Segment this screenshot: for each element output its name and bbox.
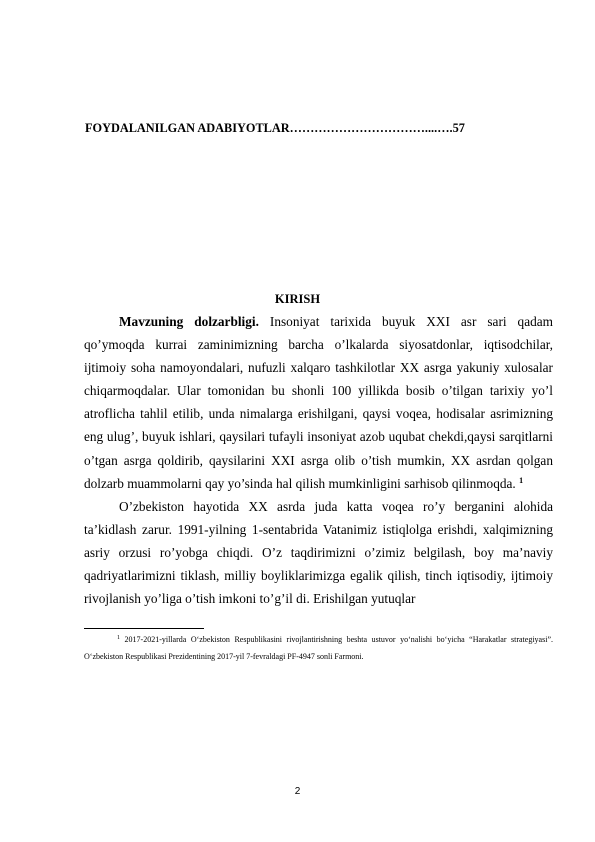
toc-entry-label: FOYDALANILGAN ADABIYOTLAR bbox=[85, 121, 290, 135]
paragraph-lead: Mavzuning dolzarbligi. bbox=[119, 314, 259, 329]
footnote-text: 2017-2021-yillarda O‘zbekiston Respublikasini rivojlantirishning beshta ustuvor yo‘nalishi bo‘yicha “Harakatlar strategiyasi”. O‘zbekiston Respublikasi Prezidentining 2017-yil 7-fevraldagi PF-4947 sonli Farmoni. bbox=[84, 635, 553, 661]
footnote bbox=[84, 631, 553, 665]
footnote-separator bbox=[84, 628, 204, 629]
footnote-reference[interactable]: 1 bbox=[519, 475, 524, 485]
paragraph-text: Insoniyat tarixida buyuk XXI asr sari qadam qo’ymoqda kurrai zaminimizning barcha o’lkalarda siyosatdonlar, iqtisodchilar, ijtimoiy soha namoyondalari, nufuzli xalqaro tashkilotlar XX asrga yakuniy xulosalar chiqarmoqdalar. Ular tomonidan bu shonli 100 yillikda bosib o’tilgan tarixiy yo’l atroflicha tahlil etilib, unda nimalarga erishilgani, qaysi voqea, hodisalar asrimizning eng ulug’, buyuk ishlari, qaysilari tufayli insoniyat azob uqubat chekdi,qaysi sarqitlarni o’tgan asrga qoldirib, qaysilarini XXI asrga olib o’tish mumkin, XX asrdan qolgan dolzarb muammolarni qay yo’sinda hal qilish mumkinligini sarhisob qilinmoqda. bbox=[84, 314, 554, 491]
footnote-number: 1 bbox=[117, 635, 120, 641]
paragraph-relevance bbox=[84, 310, 553, 495]
page-number: 2 bbox=[294, 786, 301, 797]
paragraph-independence: O’zbekiston hayotida XX asrda juda katta voqea ro’y berganini alohida ta’kidlash zarur. 1991-yilning 1-sentabrida Vatanimiz istiqlolga erishdi, xalqimizning asriy orzusi ro’yobga chiqdi. O’z taqdirimizni o’zimiz belgilash, boy ma’naviy qadriyatlarimizni tiklash, milliy boyliklarimizga egalik qilish, tinch iqtisodiy, ijtimoiy rivojlanish yo’liga o’tish imkoni to’g’il di. Erishilgan yutuqlar bbox=[84, 498, 553, 607]
toc-leader-dots: ……………………………....…. bbox=[289, 121, 453, 135]
toc-page-number: 57 bbox=[452, 121, 465, 135]
body-text bbox=[84, 310, 553, 610]
section-title: KIRISH bbox=[274, 292, 321, 306]
toc-entry-bibliography bbox=[85, 120, 525, 136]
